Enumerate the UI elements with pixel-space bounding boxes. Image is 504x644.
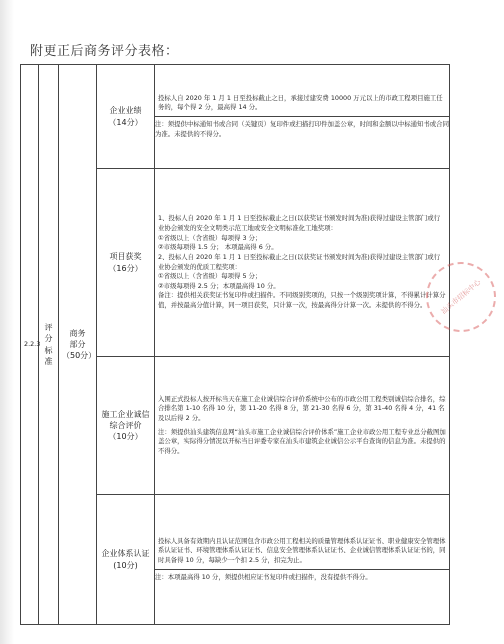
criterion-cell xyxy=(97,495,155,625)
criterion-note: 注：须提供汕头建筑信息网“汕头市施工企业诚信综合评价体系”施工企业市政公用工程专业总分截图加盖公章，实际得分情况以开标当日评委专家在汕头市建筑企业诚信公示平台查询的信息为准。未提供的不得分。 xyxy=(158,427,446,455)
criterion-text: 入围正式投标人按开标当天在施工企业诚信综合评价系统中公布的市政公用工程类别诚信综合排名，综合排名第 1-10 名得 10 分，第 11-20 名得 8 分，第 21-30 名得 6 分，第 31-40 名得 4 分，41 名及以后得 2 分。 xyxy=(158,394,446,422)
criterion-line: ②市级每项得 1.5 分； 本项最高得 6 分。 xyxy=(158,243,278,252)
criterion-cell xyxy=(97,169,155,357)
page-edge-shadow xyxy=(0,0,14,644)
criterion-text: 投标人具备有效期内且认证范围包含市政公用工程相关的质量管理体系认证证书、职业健康安全管理体系认证证书、环境管理体系认证证书、信息安全管理体系认证证书、企业诚信管理体系认证证书的，同时具备得 10 分，每缺少一个扣 2.5 分，扣完为止。 xyxy=(158,536,446,564)
criterion-note: 注：须提供中标通知书或合同（关键页）复印件或扫描打印件加盖公章，时间和金额以中标通知书或合同为准。未提供的不得分。 xyxy=(155,116,449,139)
section-subcategory xyxy=(59,65,97,625)
subcategory-score: （50分） xyxy=(62,351,97,361)
criterion-line: ①省级以上（含省级）每项得 3 分； xyxy=(158,233,262,242)
criterion-content xyxy=(155,495,450,625)
criterion-line: 2、投标人自 2020 年 1 月 1 日至投标截止之日(以获奖证书颁发时间为准)获得过建设主管部门或行业协会颁发的优质工程奖项： xyxy=(158,252,441,271)
criterion-text: 投标人自 2020 年 1 月 1 日至投标截止之日，承接过建安费 10000 万元以上的市政工程项目施工任务的，每个得 2 分，最高得 14 分。 xyxy=(158,93,443,112)
criterion-score: （16分） xyxy=(108,263,143,273)
criterion-line: ②市级每项得 2.5 分；本项最高得 10 分。 xyxy=(158,281,280,290)
criterion-title: 企业业绩 xyxy=(109,106,142,116)
page-title: 附更正后商务评分表格： xyxy=(30,44,179,59)
criterion-cell xyxy=(97,357,155,495)
criterion-score: (10分) xyxy=(113,560,138,570)
criterion-line: 1、投标人自 2020 年 1 月 1 日至投标截止之日(以获奖证书颁发时间为准)获得过建设主管部门或行业协会颁发的安全文明类示范工地或安全文明标准化工地奖项： xyxy=(158,214,441,233)
criterion-title: 企业体系认证 xyxy=(101,549,150,559)
criterion-note: 注：本项最高得 10 分，须提供相应证书复印件或扫描件，没有提供不得分。 xyxy=(155,569,449,583)
scoring-table xyxy=(20,64,450,625)
criterion-cell xyxy=(97,65,155,169)
criterion-title: 项目获奖 xyxy=(109,252,142,262)
category-label: 评分标准 xyxy=(44,323,53,366)
criterion-score: （14分） xyxy=(108,117,143,127)
official-seal: 汕头市招标中心 xyxy=(412,248,504,347)
table-row xyxy=(21,65,450,169)
criterion-content xyxy=(155,169,450,357)
criterion-content xyxy=(155,65,450,169)
section-number: 2.2.3 xyxy=(21,65,39,625)
criterion-title: 施工企业诚信综合评价 xyxy=(101,409,150,430)
criterion-line: ①省级以上（含省级）每项得 5 分； xyxy=(158,272,262,281)
criterion-score: （10分） xyxy=(108,432,143,442)
section-category xyxy=(39,65,59,625)
subcategory-label: 商务部分 xyxy=(69,328,86,349)
criterion-line: 备注：提供相关获奖证书复印件或扫描件。不同级别奖项的，只按一个级别奖项计算，不得累计计算分值，并按最高分值计算，同一项目获奖，只计算一次，按最高得分计算一次。未提供的不得分。 xyxy=(158,291,446,309)
criterion-content xyxy=(155,357,450,495)
